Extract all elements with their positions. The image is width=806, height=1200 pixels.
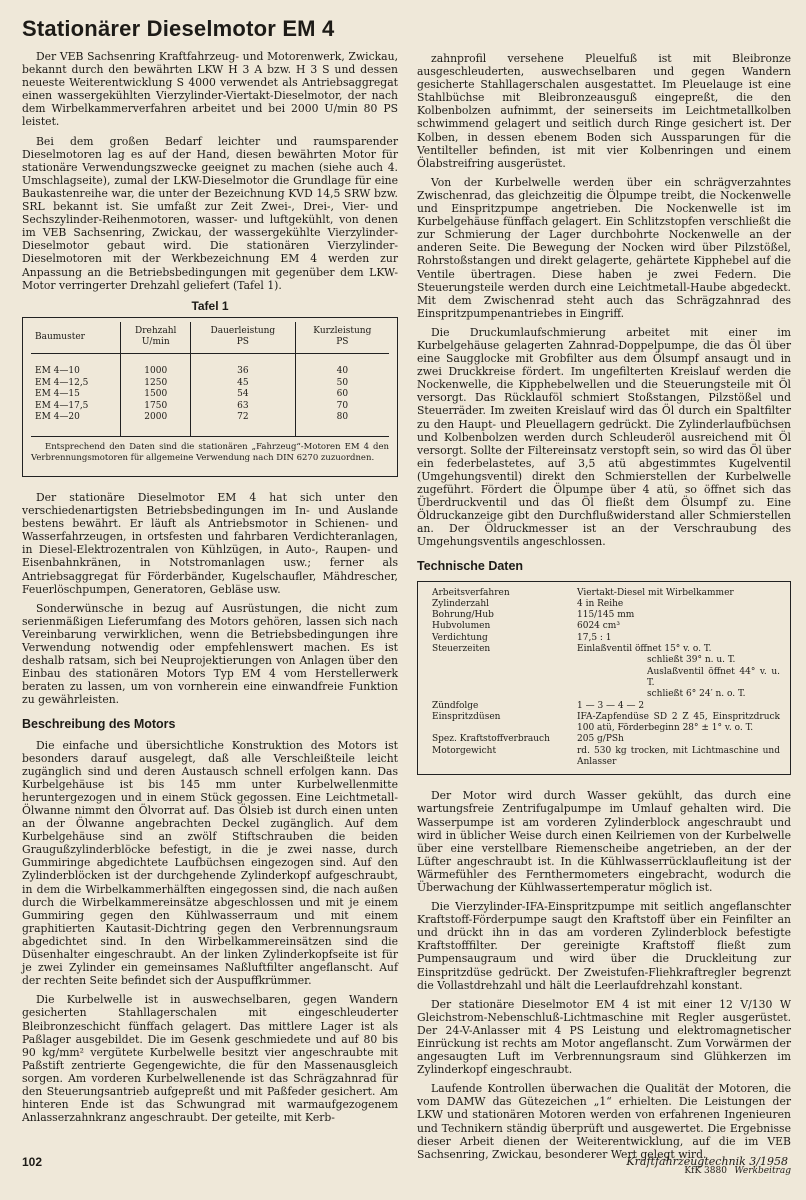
paragraph: Der stationäre Dieselmotor EM 4 hat sich unter den verschiedenartigsten Betriebsbedingungen im In- und Auslande bestens bewährt. Er läuft als Antriebsmotor in Schienen- und Wasserfahrzeugen, in ortsfesten und fahrbaren Verdichteranlagen, in Diesel-Elektrozentralen von Kühlzügen, in Auto-, Raupen- und Eisenbahnkränen, in Notstromanlagen usw.; ferner als Antriebsaggregat für Förderbänder, Kugelschaufler, Mähdrescher, Feuerlöschpumpen, Generatoren, Gebläse usw. [22,490,398,596]
table-cell: EM 4—20 [35,412,80,423]
table-cell: 72 [191,412,296,424]
table-cell: EM 4—17,5 [35,400,89,411]
spacer-row [31,353,389,366]
paragraph: Bei dem großen Bedarf leichter und raumsparender Dieselmotoren lag es auf der Hand, diesen bewährten Motor für stationäre Verwendungszwecke geeignet zu machen (siehe auch 4. Umschlagseite), zumal der LKW-Dieselmotor die Grundlage für eine Baukastenreihe war, die unter der Bezeichnung KVD 14,5 SRW bzw. SRL bekannt ist. Sie umfaßt zur Zeit Zwei-, Drei-, Vier- und Sechszylinder-Reihenmotoren, wasser- und luftgekühlt, von denen im VEB Sachsenring, Zwickau, der wassergekühlte Vierzylinder-Dieselmotor gebaut wird. Die stationären Vierzylinder-Dieselmotoren mit der Werkbezeichnung EM 4 werden zur Anpassung an die Betriebsbedingungen mit gegenüber dem LKW-Motor verringerter Drehzahl geliefert (Tafel 1). [22,134,398,292]
tech-row [432,712,780,735]
header-short-label: Kurzleistung [313,325,372,336]
paragraph: Der VEB Sachsenring Kraftfahrzeug- und Motorenwerk, Zwickau, bekannt durch den bewährten LKW H 3 A bzw. H 3 S und dessen neueste Weiterentwicklung S 4000 verwendet als Antriebsaggregat einen wassergekühlten Vierzylinder-Viertakt-Dieselmotor, der nach dem Wirbelkammerverfahren arbeitet und bei 2000 U/min 80 PS leistet. [22,50,398,129]
header-continuous [191,322,296,354]
table-cell: 63 [191,401,296,413]
signature-label: Werkbeitrag [734,1165,791,1176]
table-cell: 40 [295,366,389,378]
closing-paragraphs [417,789,791,1161]
table-cell: 2000 [121,412,191,424]
table-row [31,378,389,390]
tech-key: Arbeitsverfahren [432,587,510,598]
table-cell: 1250 [121,378,191,390]
right-column [417,52,791,1178]
header-model-label: Baumuster [35,331,85,342]
signature-code: KfK 3880 [684,1165,727,1176]
tech-key: Zylinderzahl [432,598,490,609]
tech-row [432,644,780,655]
header-continuous-label: Dauerleistung [210,325,276,336]
table-cell: 36 [191,366,296,378]
left-column [22,50,398,1130]
table-cell: 80 [295,412,389,424]
table-row [31,389,389,401]
table-cell: 50 [295,378,389,390]
section-heading: Beschreibung des Motors [22,717,176,732]
tech-value: 4 in Reihe [577,598,624,609]
tech-value: Viertakt-Diesel mit Wirbelkammer [577,587,734,598]
usage-paragraphs [22,491,398,707]
table-cell: 45 [191,378,296,390]
page-number: 102 [22,1155,43,1169]
header-speed-unit: U/min [141,337,170,348]
table-cell: 70 [295,401,389,413]
table-cell: 60 [295,389,389,401]
tech-row [432,610,780,621]
tech-key: Einspritzdüsen [432,711,501,722]
tech-value: rd. 530 kg trocken, mit Lichtmaschine und Anlasser [577,745,780,768]
tech-key: Motorgewicht [432,745,497,756]
tech-row [432,633,780,644]
table-cell: EM 4—10 [35,365,80,376]
article-title: Stationärer Dieselmotor EM 4 [22,16,335,41]
table-header-row [31,322,389,354]
tech-row [432,599,780,610]
tech-key: Verdichtung [432,632,488,643]
paragraph: Die einfache und übersichtliche Konstruktion des Motors ist besonders darauf ausgelegt, daß alle Verschleißteile leicht zugänglich sind und deren Austausch schnell erfolgen kann. Das Kurbelgehäuse ist bis 145 mm unter Kurbelwellenmitte heruntergezogen und in einem Stück gegossen. Eine Leichtmetall-Ölwanne nimmt den Ölvorrat auf. Das Ölsieb ist durch einen unten an der Ölwanne angebrachten Deckel zugänglich. Auf dem Kurbelgehäuse sind an zwölf Stiftschrauben die beiden Graugußzylinderblöcke befestigt, in die je zwei nasse, durch Gummiringe abgedichtete Laufbüchsen eingezogen sind. Auf den Zylinderblöcken ist der durchgehende Zylinderkopf aufgeschraubt, in dem die Wirbelkammerhälften eingegossen sind, die nach außen durch die Wirbelkammereinsätze abgeschlossen und mit je einem Gummiring gegen den Kühlwasserraum und mit einem graphitierten Kautasit-Dichtring gegen den Verbrennungsraum abgedichtet sind. In den Wirbelkammereinsätzen sind die Düsenhalter eingeschraubt. An der linken Zylinderkopfseite ist für je zwei Zylinder ein gemeinsames Naßluftfilter angeflanscht. Auf der rechten Seite befindet sich der Auspuffkrümmer. [22,738,398,988]
header-continuous-unit: PS [236,337,249,348]
tech-key [432,655,577,666]
tech-row [432,621,780,632]
header-speed [121,322,191,354]
paragraph: Die Druckumlaufschmierung arbeitet mit einer im Kurbelgehäuse gelagerten Zahnrad-Doppelpumpe, die das Öl über eine Saugglocke mit Grobfilter aus dem Ölsumpf ansaugt und in zwei Druckkreise fördert. Im ungefilterten Kreislauf werden die Nockenwelle, die Kipphebelwellen und die Steuerungsteile mit Öl versorgt. Das Rücklauföl schmiert Stoßstangen, Pilzstößel und Steuerräder. Im zweiten Kreislauf wird das Öl durch ein Spaltfilter zu den Haupt- und Pleuellagern gedrückt. Die Zylinderlaufbüchsen und Kolbenbolzen werden durch Schleuderöl ausreichend mit Öl versorgt. Sollte der Filtereinsatz verstopft sein, so wird das Öl über ein federbelastetes, auf 3,5 atü abgestimmtes Kugelventil (Umgehungsventil) direkt den Schmierstellen der Kurbelwelle zugeführt. Fördert die Ölpumpe über 4 atü, so öffnet sich das Überdruckventil und das Öl fließt dem Ölsumpf zu. Eine Öldruckanzeige gibt den Durchflußwiderstand aller Schmierstellen an. Der Öldruckmesser ist an der Verschraubung des Umgehungsventils angeschlossen. [417,325,791,549]
paragraph: Die Vierzylinder-IFA-Einspritzpumpe mit seitlich angeflanschter Kraftstoff-Förderpumpe saugt den Kraftstoff über ein Feinfilter an und drückt ihn in das am vorderen Zylinderblock befestigte Kraftstofffilter. Der gereinigte Kraftstoff fließt zum Pumpensaugraum und wird über die Druckleitung zur Einspritzdüse gedrückt. Der Zweistufen-Fliehkraftregler begrenzt die Vollastdrehzahl und hält die Leerlaufdrehzahl konstant. [417,900,791,992]
tech-key: Spez. Kraftstoffverbrauch [432,734,550,745]
header-short [295,322,389,354]
paragraph: Von der Kurbelwelle werden über ein schrägverzahntes Zwischenrad, das gleichzeitig die Ölpumpe treibt, die Nockenwelle und Einspritzpumpe angetrieben. Die Nockenwelle ist im Kurbelgehäuse fünffach gelagert. Ein Schlitzstopfen verschließt die zur Schmierung der Lager durchbohrte Nockenwelle an der anderen Seite. Die Bewegung der Nocken wird über Pilzstößel, Rohrstoßstangen und direkt gelagerte, gehärtete Kipphebel auf die Ventile übertragen. Diese haben je zwei Federn. Die Steuerungsteile werden durch eine Leichtmetall-Haube abgedeckt. Mit dem Zwischenrad steht auch das Schrägzahnrad des Einspritzpumpenantriebes in Eingriff. [417,175,791,320]
tech-row [432,655,780,666]
continued-paragraphs [417,52,791,548]
tech-key: Steuerzeiten [432,644,491,655]
tech-data-body [432,588,780,769]
model-table [31,322,389,436]
tech-value: Auslaßventil öffnet 44° v. u. T. [647,666,780,688]
header-short-unit: PS [336,337,349,348]
tech-key: Zündfolge [432,700,479,711]
intro-paragraphs [22,50,398,292]
tafel-1 [22,317,398,477]
tech-value: 17,5 : 1 [577,632,612,643]
tech-value: 1 — 3 — 4 — 2 [577,700,645,711]
description-paragraphs [22,739,398,1125]
tech-row [432,689,780,700]
table-title: Tafel 1 [191,298,229,313]
tech-value: schließt 6° 24′ n. o. T. [647,689,746,700]
tech-row [432,701,780,712]
tech-value: IFA-Zapfendüse SD 2 Z 45, Einspritzdruck 100 atü, Förderbeginn 28° ± 1° v. o. T. [577,711,780,734]
paragraph: Der stationäre Dieselmotor EM 4 ist mit einer 12 V/130 W Gleichstrom-Nebenschluß-Lichtmaschine mit Regler ausgerüstet. Der 24-V-Anlasser mit 4 PS Leistung und elektromagnetischer Einrückung ist rechts am Motor angeflanscht. Zum Vorwärmen der angesaugten Luft im Verbrennungsraum sind Glühkerzen im Zylinderkopf eingeschraubt. [417,997,791,1077]
tech-row [432,588,780,599]
header-model [31,322,121,354]
paragraph: zahnprofil versehene Pleuelfuß ist mit Bleibronze ausgeschleuderten, auswechselbaren und gegen Wandern gesicherte Stahllagerschalen ausgestattet. Im Pleuelauge ist eine Stahlbüchse mit Bleibronzeausguß eingepreßt, die den Kolbenbolzen aufnimmt, der seinerseits im Leichtmetallkolben schwimmend gelagert und seitlich durch Ringe gesichert ist. Der Kolben, in dessen ebenem Boden sich Aussparungen für die Ventilteller befinden, ist mit vier Kolbenringen und einem Ölabstreifring ausgerüstet. [417,52,791,170]
spacer-row [31,424,389,436]
tech-value: schließt 39° n. u. T. [647,655,736,666]
tech-data-table [432,588,780,769]
table-note: Entsprechend den Daten sind die stationären „Fahrzeug“-Motoren EM 4 den Verbrennungsmotoren für allgemeine Verwendung nach DIN 6270 zuzuordnen. [31,436,389,464]
paragraph: Laufende Kontrollen überwachen die Qualität der Motoren, die vom DAMW das Gütezeichen „1“ erhielten. Die Leistungen der LKW und stationären Motoren werden von erfahrenen Ingenieuren und Technikern ständig überprüft und ausgewertet. Die Ergebnisse dieser Arbeit dienen der Weiterentwicklung, auf die im VEB Sachsenring, Zwickau, besonderer Wert gelegt wird. [417,1082,791,1161]
table-cell: 1750 [121,401,191,413]
table-cell: 54 [191,389,296,401]
table-row [31,412,389,424]
tech-value: 6024 cm³ [577,621,620,632]
table-row [31,366,389,378]
journal-issue: Kraftfahrzeugtechnik 3/1958 [626,1155,788,1168]
table-cell: 1000 [121,366,191,378]
table-body [31,353,389,435]
table-cell: 1500 [121,389,191,401]
table-row [31,401,389,413]
paragraph: Die Kurbelwelle ist in auswechselbaren, gegen Wandern gesicherten Stahllagerschalen mit eingeschleuderter Bleibronzeschicht fünffach gelagert. Das mittlere Lager ist als Paßlager ausgebildet. Die im Gesenk geschmiedete und auf 80 bis 90 kg/mm² vergütete Kurbelwelle besitzt vier angeschraubte mit Paßstift zentrierte Gegengewichte, die für den Massenausgleich sorgen. Am vorderen Kurbelwellenende ist das Schrägzahnrad für den Steuerungsantrieb aufgepreßt und mit Paßfeder gesichert. Am hinteren Ende ist das Schwungrad mit warmaufgezogenem Anlasserzahnkranz angeschraubt. Der geteilte, mit Kerb- [22,993,398,1125]
tech-row [432,734,780,745]
table-cell: EM 4—12,5 [35,377,89,388]
tech-key: Bohrung/Hub [432,610,494,621]
header-speed-label: Drehzahl [135,325,177,336]
tech-value: 205 g/PSh [577,734,624,745]
tech-heading: Technische Daten [417,559,524,574]
tech-key: Hubvolumen [432,621,491,632]
paragraph: Der Motor wird durch Wasser gekühlt, das durch eine wartungsfreie Zentrifugalpumpe im Umlauf gehalten wird. Die Wasserpumpe ist am vorderen Zylinderblock angeschraubt und wird in üblicher Weise durch einen Keilriemen von der Kurbelwelle über eine verstellbare Riemenscheibe angetrieben, an der der Lüfter angeschraubt ist. In die Kühlwasserrücklaufleitung ist der Wärmefühler des Fernthermometers eingebracht, wodurch die Überwachung der Kühlwassertemperatur möglich ist. [417,789,791,894]
tech-key [432,689,577,700]
tech-row [432,667,780,690]
tech-key [432,667,577,690]
tech-value: Einlaßventil öffnet 15° v. o. T. [577,644,712,655]
tech-data-box [417,581,791,776]
paragraph: Sonderwünsche in bezug auf Ausrüstungen, die nicht zum serienmäßigen Lieferumfang des Motors gehören, lassen sich nach Vereinbarung verwirklichen, wenn die Betriebsbedingungen ihre Verwendung notwendig oder empfehlenswert machen. Es ist deshalb ratsam, sich bei Neuprojektierungen von Anlagen über den Einbau des stationären Motors Typ EM 4 vom Herstellerwerk beraten zu lassen, um von vornherein eine einwandfreie Funktion zu gewährleisten. [22,601,398,707]
table-cell: EM 4—15 [35,389,80,400]
tech-value: 115/145 mm [577,610,635,621]
tech-row [432,746,780,769]
